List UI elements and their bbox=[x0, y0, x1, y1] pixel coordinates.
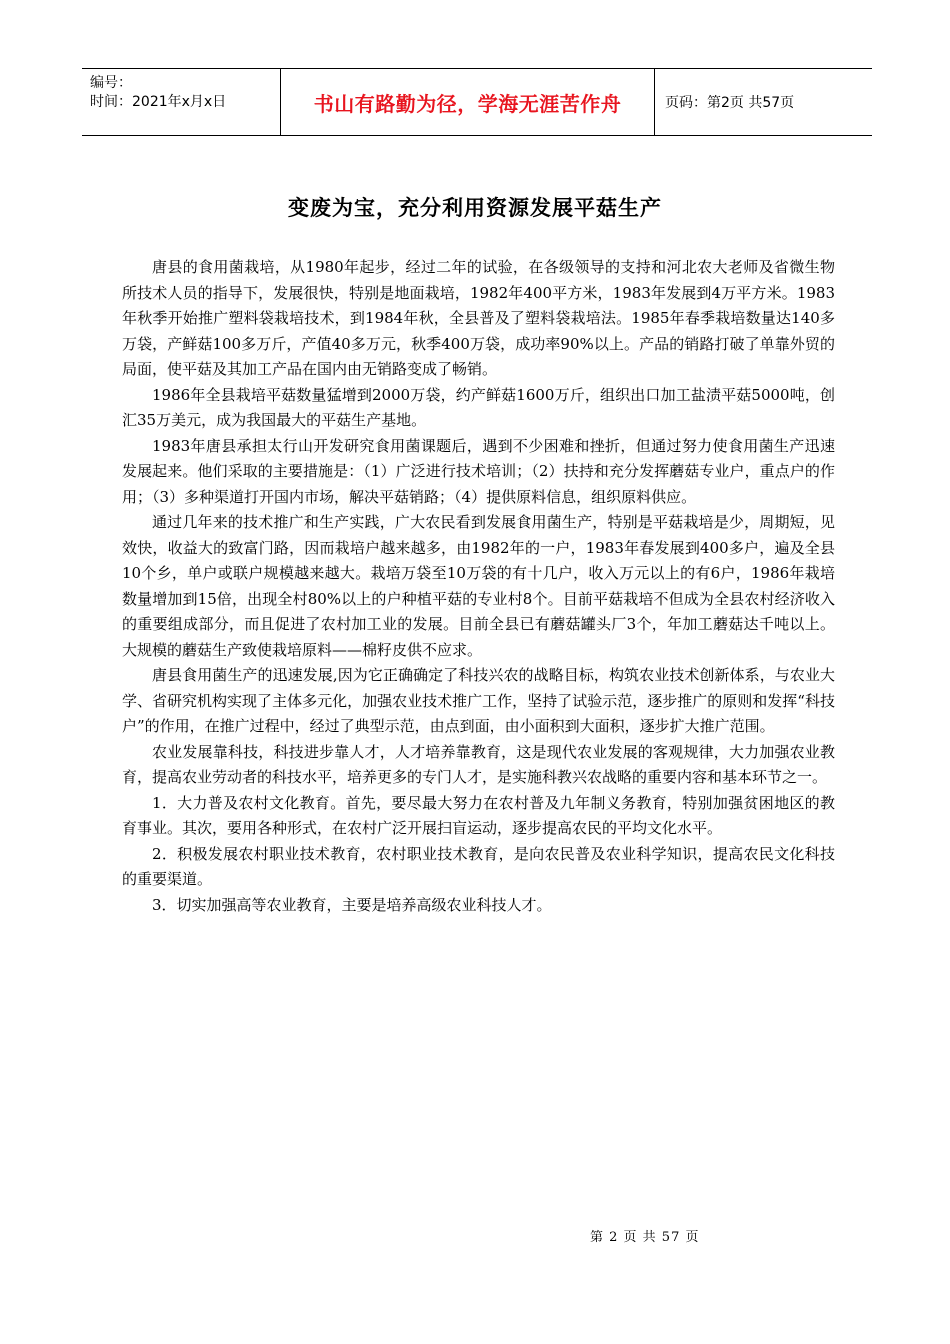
list-item: 2．积极发展农村职业技术教育，农村职业技术教育，是向农民普及农业科学知识，提高农民文化科技的重要渠道。 bbox=[122, 844, 835, 888]
page-footer: 第 2 页 共 57 页 bbox=[590, 1230, 700, 1245]
list-item: 3．切实加强高等农业教育，主要是培养高级农业科技人才。 bbox=[152, 895, 552, 914]
document-number-label: 编号： bbox=[90, 75, 132, 91]
paragraph: 通过几年来的技术推广和生产实践，广大农民看到发展食用菌生产，特别是平菇栽培是少，周期短，见效快，收益大的致富门路，因而栽培户越来越多，由1982年的一户，1983年春发展到400多户，遍及全县10个乡，单户或联户规模越来越大。栽培万袋至10万袋的有十几户，收入万元以上的有6户，1986年栽培数量增加到15倍，出现全村80%以上的户种植平菇的专业村8个。目前平菇栽培不但成为全县农村经济收入的重要组成部分，而且促进了农村加工业的发展。目前全县已有蘑菇罐头厂3个，年加工蘑菇达千吨以上。大规模的蘑菇生产致使栽培原料——棉籽皮供不应求。 bbox=[122, 513, 835, 659]
paragraph: 唐县的食用菌栽培，从1980年起步，经过二年的试验，在各级领导的支持和河北农大老师及省微生物所技术人员的指导下，发展很快，特别是地面栽培，1982年400平方米，1983年发展到4万平方米。1983年秋季开始推广塑料袋栽培技术，到1984年秋，全县普及了塑料袋栽培法。1985年春季栽培数量达140多万袋，产鲜菇100多万斤，产值40多万元，秋季400万袋，成功率90%以上。产品的销路打破了单靠外贸的局面，使平菇及其加工产品在国内由无销路变成了畅销。 bbox=[122, 258, 835, 378]
header-page-info: 页码：第2页 共57页 bbox=[665, 95, 795, 111]
header-meta bbox=[82, 69, 280, 135]
paragraph: 1986年全县栽培平菇数量猛增到2000万袋，约产鲜菇1600万斤，组织出口加工盐渍平菇5000吨，创汇35万美元，成为我国最大的平菇生产基地。 bbox=[122, 385, 835, 429]
document-body bbox=[122, 255, 835, 918]
paragraph: 唐县食用菌生产的迅速发展,因为它正确确定了科技兴农的战略目标，构筑农业技术创新体系，与农业大学、省研究机构实现了主体多元化，加强农业技术推广工作，坚持了试验示范，逐步推广的原则和发挥“科技户”的作用，在推广过程中，经过了典型示范，由点到面，由小面积到大面积，逐步扩大推广范围。 bbox=[122, 666, 835, 735]
paragraph: 农业发展靠科技，科技进步靠人才，人才培养靠教育，这是现代农业发展的客观规律，大力加强农业教育，提高农业劳动者的科技水平，培养更多的专门人才，是实施科教兴农战略的重要内容和基本环节之一。 bbox=[122, 742, 835, 786]
document-time: 时间：2021年x月x日 bbox=[90, 94, 227, 110]
list-item: 1．大力普及农村文化教育。首先，要尽最大努力在农村普及九年制义务教育，特别加强贫困地区的教育事业。其次，要用各种形式，在农村广泛开展扫盲运动，逐步提高农民的平均文化水平。 bbox=[122, 793, 835, 837]
paragraph: 1983年唐县承担太行山开发研究食用菌课题后，遇到不少困难和挫折，但通过努力使食用菌生产迅速发展起来。他们采取的主要措施是：（1）广泛进行技术培训；（2）扶持和充分发挥蘑菇专业户，重点户的作用；（3）多种渠道打开国内市场，解决平菇销路；（4）提供原料信息，组织原料供应。 bbox=[122, 436, 835, 506]
header-motto: 书山有路勤为径，学海无涯苦作舟 bbox=[280, 69, 655, 135]
page-header bbox=[82, 68, 872, 136]
document-title: 变废为宝，充分利用资源发展平菇生产 bbox=[288, 196, 662, 220]
